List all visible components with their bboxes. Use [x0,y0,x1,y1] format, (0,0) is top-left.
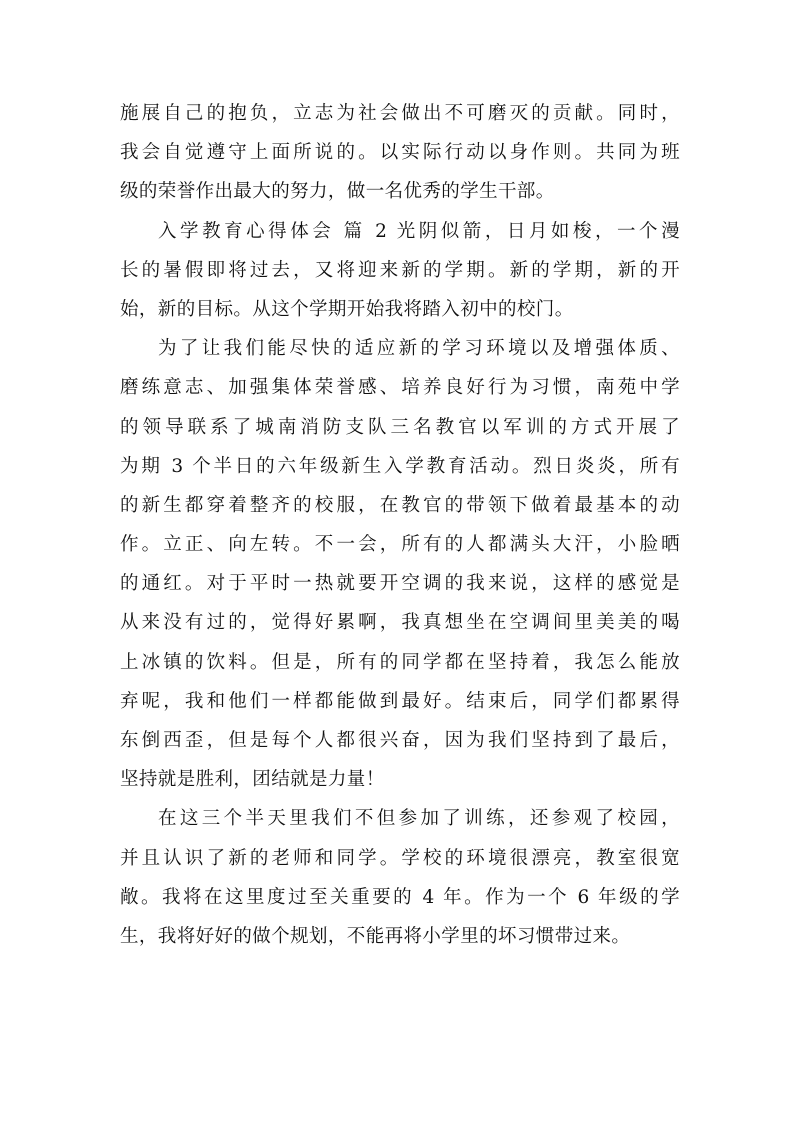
text-line: 并且认识了新的老师和同学。学校的环境很漂亮，教室很宽 [120,847,680,869]
paragraph [120,212,680,330]
document-body [120,94,680,956]
text-line: 从来没有过的，觉得好累啊，我真想坐在空调间里美美的喝 [120,612,680,634]
text-line: 敞。我将在这里度过至关重要的 4 年。作为一个 6 年级的学 [120,886,680,908]
text-line: 作。立正、向左转。不一会，所有的人都满头大汗，小脸晒 [120,534,680,556]
paragraph [120,329,680,799]
text-line: 长的暑假即将过去，又将迎来新的学期。新的学期，新的开 [120,259,680,281]
text-line: 级的荣誉作出最大的努力，做一名优秀的学生干部。 [120,181,555,203]
text-line: 生，我将好好的做个规划，不能再将小学里的坏习惯带过来。 [120,925,631,947]
text-line: 施展自己的抱负，立志为社会做出不可磨灭的贡献。同时， [120,103,680,124]
text-line: 入学教育心得体会 篇 2 光阴似箭，日月如梭，一个漫 [158,220,680,242]
paragraph [120,94,680,212]
text-line: 的通红。对于平时一热就要开空调的我来说，这样的感觉是 [120,573,680,595]
text-line: 磨练意志、加强集体荣誉感、培养良好行为习惯，南苑中学 [120,377,680,399]
text-line: 的领导联系了城南消防支队三名教官以军训的方式开展了 [120,416,680,438]
text-line: 的新生都穿着整齐的校服，在教官的带领下做着最基本的动 [120,494,680,516]
text-line: 在这三个半天里我们不但参加了训练，还参观了校园， [158,808,680,830]
text-line: 为期 3 个半日的六年级新生入学教育活动。烈日炎炎，所有 [120,455,680,477]
text-line: 弃呢，我和他们一样都能做到最好。结束后，同学们都累得 [120,690,680,712]
paragraph [120,799,680,956]
text-line: 上冰镇的饮料。但是，所有的同学都在坚持着，我怎么能放 [120,651,680,673]
text-line: 东倒西歪，但是每个人都很兴奋，因为我们坚持到了最后， [120,730,680,751]
text-line: 始，新的目标。从这个学期开始我将踏入初中的校门。 [120,298,574,320]
text-line: 为了让我们能尽快的适应新的学习环境以及增强体质、 [158,338,680,360]
text-line: 坚持就是胜利，团结就是力量！ [120,769,385,791]
text-line: 我会自觉遵守上面所说的。以实际行动以身作则。共同为班 [120,142,680,164]
